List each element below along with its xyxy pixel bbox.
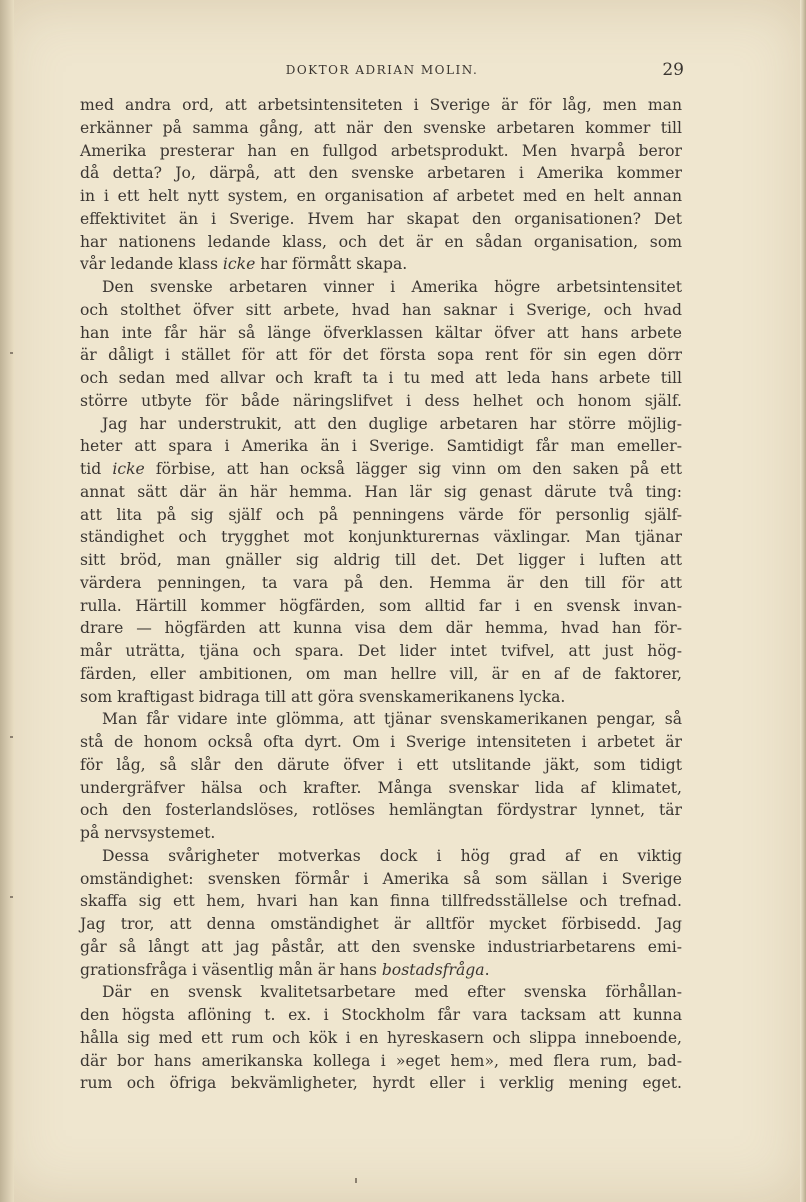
text-line: Dessa svårigheter motverkas dock i hög grad af en viktig [102,846,682,865]
text-line: att lita på sig själf och på penningens värde för personlig själf- [80,505,682,524]
text-line: Jag har understrukit, att den duglige arbetaren har större möjlig- [102,414,682,433]
page-edge-left [0,0,14,1202]
margin-speck [10,896,13,898]
text-line: Man får vidare inte glömma, att tjänar svenskamerikanen pengar, så [102,710,682,729]
margin-speck [355,1178,357,1183]
text-line: Jag tror, att denna omständighet är alltför mycket förbisedd. Jag [80,915,682,933]
text-line: mår uträtta, tjäna och spara. Det lider intet tvifvel, att just hög- [80,642,682,660]
text-line: går så långt att jag påstår, att den svenske industriarbetarens emi- [80,937,682,956]
text-line: erkänner på samma gång, att när den svenske arbetaren kommer till [80,118,682,137]
text-line: omständighet: svensken förmår i Amerika så som sällan i Sverige [80,869,682,888]
text-line: färden, eller ambitionen, om man hellre vill, är en af de faktorer, [80,664,682,683]
text-line: ständighet och trygghet mot konjunkturernas växlingar. Man tjänar [80,528,682,547]
text-line: och stolthet öfver sitt arbete, hvad han saknar i Sverige, och hvad [80,300,682,319]
text-line: heter att spara i Amerika än i Sverige. Samtidigt får man emeller- [80,437,682,456]
text-line: vår ledande klass icke har förmått skapa. [80,255,408,274]
text-line: effektivitet än i Sverige. Hvem har skapat den organisationen? Det [80,209,682,228]
text-line: rum och öfriga bekvämligheter, hyrdt eller i verklig mening eget. [80,1074,682,1093]
text-line: rulla. Härtill kommer högfärden, som alltid far i en svensk invan- [80,596,682,615]
text-line: Den svenske arbetaren vinner i Amerika högre arbetsintensitet [102,278,682,296]
text-line: Amerika presterar han en fullgod arbetsprodukt. Men hvarpå beror [80,141,682,160]
text-line: värdera penningen, ta vara på den. Hemma är den till för att [80,573,682,592]
text-line: då detta? Jo, därpå, att den svenske arbetaren i Amerika kommer [80,164,682,183]
running-head: DOKTOR ADRIAN MOLIN. [285,63,479,77]
text-line: undergräfver hälsa och krafter. Många svenskar lida af klimatet, [80,778,682,797]
text-line: annat sätt där än här hemma. Han lär sig genast därute två ting: [80,482,682,501]
text-line: som kraftigast bidraga till att göra svenskamerikanens lycka. [80,687,566,706]
text-line: med andra ord, att arbetsintensiteten i Sverige är för låg, men man [80,96,682,114]
text-line: den högsta aflöning t. ex. i Stockholm får vara tacksam att kunna [80,1006,682,1024]
text-line: grationsfråga i väsentlig mån är hans bostadsfråga. [80,960,490,979]
text-line: tid icke förbise, att han också lägger sig vinn om den saken på ett [80,460,682,478]
text-line: där bor hans amerikanska kollega i »eget hem», med flera rum, bad- [80,1051,682,1070]
text-line: Där en svensk kvalitetsarbetare med efter svenska förhållan- [102,983,682,1002]
text-line: skaffa sig ett hem, hvari han kan finna tillfredsställelse och trefnad. [80,892,682,911]
text-line: stå de honom också ofta dyrt. Om i Sverige intensiteten i arbetet är [80,733,682,751]
text-line: sitt bröd, man gnäller sig aldrig till det. Det ligger i luften att [80,551,682,569]
margin-speck [10,352,13,354]
body-text [80,94,682,1095]
text-line: och den fosterlandslöses, rotlöses hemlängtan fördystrar lynnet, tär [80,801,682,820]
text-line: in i ett helt nytt system, en organisation af arbetet med en helt annan [80,187,682,205]
text-line: har nationens ledande klass, och det är en sådan organisation, som [80,232,682,251]
margin-speck [10,736,13,738]
page-edge-right [800,0,806,1202]
page-header [80,60,684,84]
text-line: och sedan med allvar och kraft ta i tu med att leda hans arbete till [80,369,682,387]
text-line: på nervsystemet. [80,824,216,842]
text-line: för låg, så slår den därute öfver i ett utslitande jäkt, som tidigt [80,755,682,774]
text-line: hålla sig med ett rum och kök i en hyreskasern och slippa inneboende, [80,1028,682,1047]
text-line: större utbyte för både näringslifvet i dess helhet och honom själf. [80,391,682,410]
text-line: han inte får här så länge öfverklassen kältar öfver att hans arbete [80,323,682,342]
text-line: drare — högfärden att kunna visa dem där hemma, hvad han för- [80,619,682,638]
text-line: är dåligt i stället för att för det första sopa rent för sin egen dörr [80,346,682,365]
page-number: 29 [662,60,684,80]
